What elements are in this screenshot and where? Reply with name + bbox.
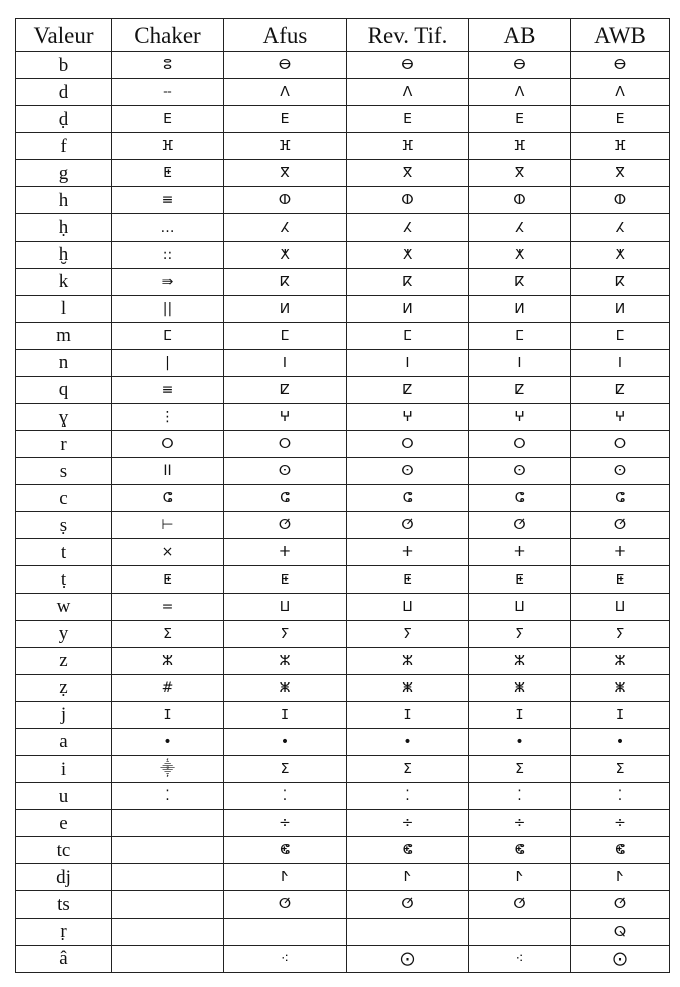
header-valeur: Valeur [16, 19, 112, 52]
cell-ab: ⵃ [469, 214, 571, 241]
cell-awb: ⵢ [571, 620, 670, 647]
cell-afus: ⵚ [224, 891, 347, 918]
cell-ab: ⵤ [469, 864, 571, 891]
cell-chaker: ⵔ [112, 431, 224, 458]
header-awb: AWB [571, 19, 670, 52]
table-row [16, 431, 670, 458]
header-afus: Afus [224, 19, 347, 52]
cell-chaker: || [112, 295, 224, 322]
cell-valeur: ḫ [16, 241, 112, 268]
cell-rev-tif: ⁚ [347, 783, 469, 810]
cell-afus: ⁖ [224, 945, 347, 972]
table-row [16, 485, 670, 512]
cell-rev-tif: ⵀ [347, 187, 469, 214]
table-row [16, 241, 670, 268]
cell-ab: ⵛ [469, 485, 571, 512]
cell-ab: ⁚ [469, 783, 571, 810]
cell-awb: ⵚ [571, 891, 670, 918]
cell-valeur: y [16, 620, 112, 647]
cell-awb: ⵣ [571, 647, 670, 674]
cell-rev-tif: ⵛ [347, 485, 469, 512]
cell-afus: ⵅ [224, 241, 347, 268]
cell-rev-tif: ⵎ [347, 322, 469, 349]
cell-chaker: ⵟ [112, 566, 224, 593]
table-row [16, 566, 670, 593]
cell-afus: ⵙ [224, 458, 347, 485]
table-row [16, 295, 670, 322]
cell-ab: ⵔ [469, 431, 571, 458]
cell-chaker: ⵟ [112, 160, 224, 187]
cell-awb: ⴽ [571, 268, 670, 295]
cell-rev-tif: ⵙ [347, 458, 469, 485]
cell-rev-tif: ⴹ [347, 106, 469, 133]
table-row [16, 674, 670, 701]
cell-chaker: ⇛ [112, 268, 224, 295]
cell-ab: ⵟ [469, 566, 571, 593]
cell-afus: ⵡ [224, 593, 347, 620]
cell-rev-tif: ⵃ [347, 214, 469, 241]
table-row [16, 728, 670, 755]
cell-awb: ⵞ [571, 837, 670, 864]
cell-chaker: | [112, 349, 224, 376]
cell-valeur: a [16, 728, 112, 755]
cell-afus: ⵉ [224, 756, 347, 783]
table-row [16, 133, 670, 160]
cell-afus: ⵇ [224, 376, 347, 403]
cell-awb: ⴼ [571, 133, 670, 160]
cell-rev-tif: ⴽ [347, 268, 469, 295]
cell-afus: ⵊ [224, 701, 347, 728]
cell-ab: ⴼ [469, 133, 571, 160]
cell-afus: ⵎ [224, 322, 347, 349]
cell-chaker: ⵛ [112, 485, 224, 512]
cell-rev-tif: ⵏ [347, 349, 469, 376]
cell-rev-tif: ⵍ [347, 295, 469, 322]
table-row [16, 701, 670, 728]
cell-ab: ⵜ [469, 539, 571, 566]
table-row [16, 620, 670, 647]
cell-awb: ⵟ [571, 566, 670, 593]
cell-rev-tif: ⵥ [347, 674, 469, 701]
cell-valeur: d [16, 79, 112, 106]
cell-afus: ÷ [224, 810, 347, 837]
cell-chaker: ⵎ [112, 322, 224, 349]
table-row [16, 810, 670, 837]
cell-rev-tif: ⵚ [347, 891, 469, 918]
cell-rev-tif: ⵟ [347, 566, 469, 593]
cell-afus: ⴷ [224, 79, 347, 106]
cell-rev-tif: ⴱ [347, 52, 469, 79]
cell-rev-tif: ⵅ [347, 241, 469, 268]
cell-chaker: ≡ [112, 187, 224, 214]
cell-chaker: ⴹ [112, 106, 224, 133]
cell-afus: ⵤ [224, 864, 347, 891]
cell-afus: ⵖ [224, 404, 347, 431]
header-ab: AB [469, 19, 571, 52]
cell-valeur: ṛ [16, 918, 112, 945]
cell-awb: ⵃ [571, 214, 670, 241]
cell-afus: ⴽ [224, 268, 347, 295]
cell-ab: ⵅ [469, 241, 571, 268]
table-row [16, 837, 670, 864]
cell-afus: ⴳ [224, 160, 347, 187]
cell-awb: ⨀ [571, 945, 670, 972]
cell-rev-tif: ⨀ [347, 945, 469, 972]
cell-chaker: ⁚ [112, 783, 224, 810]
cell-chaker: ⊢ [112, 512, 224, 539]
table-row [16, 376, 670, 403]
table-body [16, 52, 670, 973]
cell-ab: ⵙ [469, 458, 571, 485]
cell-chaker: = [112, 593, 224, 620]
cell-valeur: ɣ [16, 404, 112, 431]
cell-rev-tif: ⵜ [347, 539, 469, 566]
cell-chaker: ⋮ [112, 404, 224, 431]
cell-valeur: ḍ [16, 106, 112, 133]
cell-chaker: ⵣ [112, 647, 224, 674]
cell-ab: ⵚ [469, 891, 571, 918]
cell-awb: ⵉ [571, 756, 670, 783]
cell-rev-tif: ⵡ [347, 593, 469, 620]
cell-chaker: • [112, 728, 224, 755]
cell-afus: ⵥ [224, 674, 347, 701]
cell-afus: ⵃ [224, 214, 347, 241]
cell-chaker: ⵉ [112, 620, 224, 647]
table-row [16, 79, 670, 106]
cell-awb: ⵇ [571, 376, 670, 403]
cell-awb: ⵚ [571, 512, 670, 539]
header-row [16, 19, 670, 52]
cell-chaker: ⵧ [112, 79, 224, 106]
cell-ab: ⵇ [469, 376, 571, 403]
cell-ab: ⴱ [469, 52, 571, 79]
table-row [16, 891, 670, 918]
cell-afus: ⵞ [224, 837, 347, 864]
table-row [16, 539, 670, 566]
cell-chaker: … [112, 214, 224, 241]
cell-valeur: e [16, 810, 112, 837]
cell-awb: ⵜ [571, 539, 670, 566]
header-rev-tif: Rev. Tif. [347, 19, 469, 52]
cell-awb: ⵖ [571, 404, 670, 431]
table-row [16, 512, 670, 539]
table-row [16, 322, 670, 349]
cell-valeur: t [16, 539, 112, 566]
cell-chaker: # [112, 674, 224, 701]
cell-valeur: g [16, 160, 112, 187]
cell-ab: • [469, 728, 571, 755]
cell-awb: ⵛ [571, 485, 670, 512]
cell-ab: ⵡ [469, 593, 571, 620]
cell-afus: ⵔ [224, 431, 347, 458]
cell-awb: ⵔ [571, 431, 670, 458]
cell-afus: ⵏ [224, 349, 347, 376]
cell-chaker [112, 945, 224, 972]
cell-chaker: × [112, 539, 224, 566]
cell-afus: • [224, 728, 347, 755]
cell-ab: ⵖ [469, 404, 571, 431]
cell-valeur: m [16, 322, 112, 349]
cell-chaker: ⵓ [112, 52, 224, 79]
cell-afus: ⵢ [224, 620, 347, 647]
cell-valeur: b [16, 52, 112, 79]
cell-awb: ⵎ [571, 322, 670, 349]
cell-chaker [112, 810, 224, 837]
cell-afus: ⴹ [224, 106, 347, 133]
cell-rev-tif: ⵊ [347, 701, 469, 728]
cell-afus: ⵀ [224, 187, 347, 214]
cell-chaker [112, 918, 224, 945]
cell-afus: ⵣ [224, 647, 347, 674]
cell-ab: ⁖ [469, 945, 571, 972]
cell-valeur: c [16, 485, 112, 512]
cell-afus: ⴼ [224, 133, 347, 160]
cell-valeur: f [16, 133, 112, 160]
cell-ab: ⵎ [469, 322, 571, 349]
cell-chaker [112, 864, 224, 891]
cell-valeur: w [16, 593, 112, 620]
cell-valeur: z [16, 647, 112, 674]
cell-valeur: q [16, 376, 112, 403]
cell-afus [224, 918, 347, 945]
cell-rev-tif [347, 918, 469, 945]
table-row [16, 214, 670, 241]
cell-afus: ⵛ [224, 485, 347, 512]
cell-valeur: dj [16, 864, 112, 891]
cell-rev-tif: • [347, 728, 469, 755]
cell-awb: ⵏ [571, 349, 670, 376]
cell-rev-tif: ⵢ [347, 620, 469, 647]
cell-chaker [112, 891, 224, 918]
cell-afus: ⵜ [224, 539, 347, 566]
table-row [16, 268, 670, 295]
cell-ab: ⴳ [469, 160, 571, 187]
cell-afus: ⵟ [224, 566, 347, 593]
table-row [16, 945, 670, 972]
cell-rev-tif: ÷ [347, 810, 469, 837]
cell-awb: ⁚ [571, 783, 670, 810]
header-chaker: Chaker [112, 19, 224, 52]
cell-awb: ⵍ [571, 295, 670, 322]
cell-valeur: u [16, 783, 112, 810]
cell-ab: ÷ [469, 810, 571, 837]
cell-rev-tif: ⵉ [347, 756, 469, 783]
cell-awb: ⵕ [571, 918, 670, 945]
cell-valeur: r [16, 431, 112, 458]
cell-rev-tif: ⵤ [347, 864, 469, 891]
cell-rev-tif: ⵔ [347, 431, 469, 458]
table-row [16, 52, 670, 79]
cell-valeur: s [16, 458, 112, 485]
cell-chaker: II [112, 458, 224, 485]
cell-rev-tif: ⴷ [347, 79, 469, 106]
cell-ab: ⵞ [469, 837, 571, 864]
cell-valeur: k [16, 268, 112, 295]
cell-awb: ⴹ [571, 106, 670, 133]
cell-ab: ⵊ [469, 701, 571, 728]
cell-valeur: ḥ [16, 214, 112, 241]
cell-ab: ⵣ [469, 647, 571, 674]
cell-valeur: n [16, 349, 112, 376]
table-row [16, 864, 670, 891]
cell-valeur: h [16, 187, 112, 214]
table-row [16, 349, 670, 376]
cell-ab: ⵥ [469, 674, 571, 701]
cell-valeur: â [16, 945, 112, 972]
cell-valeur: ẓ [16, 674, 112, 701]
table-row [16, 187, 670, 214]
cell-valeur: ts [16, 891, 112, 918]
cell-rev-tif: ⵚ [347, 512, 469, 539]
cell-ab: ⵉ [469, 756, 571, 783]
cell-ab [469, 918, 571, 945]
cell-ab: ⵚ [469, 512, 571, 539]
cell-awb: ⵊ [571, 701, 670, 728]
tifinagh-comparison-table [15, 18, 670, 973]
cell-afus: ⵍ [224, 295, 347, 322]
table-row [16, 593, 670, 620]
table-row [16, 647, 670, 674]
cell-ab: ⴹ [469, 106, 571, 133]
table-row [16, 918, 670, 945]
cell-valeur: i [16, 756, 112, 783]
table-row [16, 783, 670, 810]
cell-awb: ⴳ [571, 160, 670, 187]
cell-valeur: ṭ [16, 566, 112, 593]
cell-valeur: ṣ [16, 512, 112, 539]
cell-awb: ⴱ [571, 52, 670, 79]
cell-chaker: ≡ [112, 376, 224, 403]
table-row [16, 106, 670, 133]
cell-valeur: tc [16, 837, 112, 864]
cell-chaker [112, 837, 224, 864]
cell-awb: ⴷ [571, 79, 670, 106]
cell-ab: ⵢ [469, 620, 571, 647]
cell-rev-tif: ⴳ [347, 160, 469, 187]
cell-chaker: :: [112, 241, 224, 268]
cell-chaker: ⴼ [112, 133, 224, 160]
cell-ab: ⴷ [469, 79, 571, 106]
cell-afus: ⁚ [224, 783, 347, 810]
cell-awb: ÷ [571, 810, 670, 837]
cell-chaker: ⸎ [112, 756, 224, 783]
cell-rev-tif: ⵞ [347, 837, 469, 864]
cell-chaker: ⵊ [112, 701, 224, 728]
cell-afus: ⵚ [224, 512, 347, 539]
table-row [16, 756, 670, 783]
cell-awb: ⵥ [571, 674, 670, 701]
cell-rev-tif: ⵣ [347, 647, 469, 674]
table-row [16, 160, 670, 187]
cell-valeur: l [16, 295, 112, 322]
cell-awb: ⵙ [571, 458, 670, 485]
cell-awb: ⵅ [571, 241, 670, 268]
cell-rev-tif: ⵇ [347, 376, 469, 403]
cell-rev-tif: ⴼ [347, 133, 469, 160]
cell-awb: • [571, 728, 670, 755]
cell-awb: ⵡ [571, 593, 670, 620]
cell-rev-tif: ⵖ [347, 404, 469, 431]
cell-ab: ⵏ [469, 349, 571, 376]
cell-valeur: j [16, 701, 112, 728]
table-row [16, 404, 670, 431]
cell-ab: ⵍ [469, 295, 571, 322]
cell-awb: ⵤ [571, 864, 670, 891]
cell-afus: ⴱ [224, 52, 347, 79]
cell-awb: ⵀ [571, 187, 670, 214]
table-row [16, 458, 670, 485]
cell-ab: ⴽ [469, 268, 571, 295]
cell-ab: ⵀ [469, 187, 571, 214]
